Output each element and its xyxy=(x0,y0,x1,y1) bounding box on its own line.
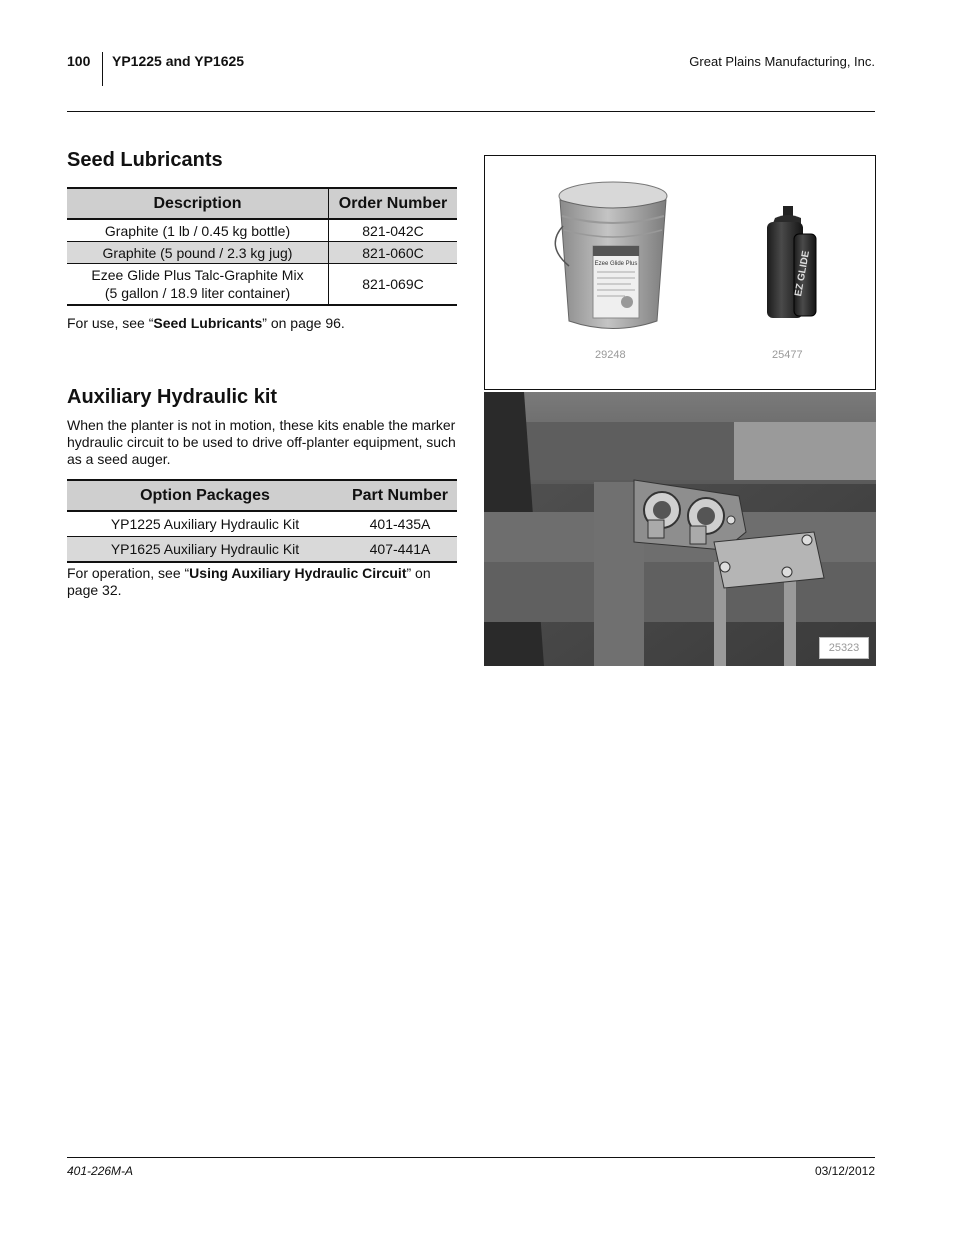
lubricant-bucket xyxy=(555,182,667,329)
figure-caption-29248: 29248 xyxy=(595,349,626,361)
decal-strip xyxy=(524,422,734,480)
bucket-label: Ezee Glide Plus xyxy=(594,261,638,267)
cell-order-number: 821-069C xyxy=(329,264,458,306)
footer-rule xyxy=(67,1157,875,1158)
section-title-seed-lubricants: Seed Lubricants xyxy=(67,149,223,171)
cross-reference-link[interactable]: Seed Lubricants xyxy=(153,315,263,331)
auxiliary-hydraulic-note xyxy=(67,565,457,599)
cell-order-number: 821-042C xyxy=(329,219,458,242)
header-company: Great Plains Manufacturing, Inc. xyxy=(689,54,875,69)
table-row xyxy=(67,537,457,563)
footer-document-number: 401-226M-A xyxy=(67,1164,134,1178)
auxiliary-hydraulic-intro: When the planter is not in motion, these kits enable the marker hydraulic circuit to be used to drive off-planter equipment, such as a seed auger. xyxy=(67,417,456,467)
footer-date: 03/12/2012 xyxy=(814,1164,875,1178)
cross-reference-link[interactable]: Using Auxiliary Hydraulic Circuit xyxy=(189,565,407,581)
lubricant-bottle xyxy=(767,206,816,318)
note-text: ” on page 32. xyxy=(67,565,431,598)
seed-lubricants-table xyxy=(67,187,457,306)
cell-part-number: 407-441A xyxy=(343,537,457,563)
table-row xyxy=(67,219,457,242)
figure-caption-25477: 25477 xyxy=(772,349,803,361)
cell-order-number: 821-060C xyxy=(329,242,458,264)
table-row xyxy=(67,511,457,537)
cell-description: Graphite (5 pound / 2.3 kg jug) xyxy=(67,242,329,264)
table-row xyxy=(67,264,457,306)
bottle-label: EZ GLIDE xyxy=(793,249,812,298)
note-text: ” on page 96. xyxy=(262,315,345,331)
cell-part-number: 401-435A xyxy=(343,511,457,537)
cell-description: Graphite (1 lb / 0.45 kg bottle) xyxy=(67,219,329,242)
cell-package: YP1225 Auxiliary Hydraulic Kit xyxy=(67,511,343,537)
lubricant-products-photo xyxy=(484,155,876,390)
cell-description-line: Ezee Glide Plus Talc-Graphite Mix xyxy=(91,267,304,283)
lubricant-products-illustration xyxy=(485,156,875,389)
header-title: YP1225 and YP1625 xyxy=(112,53,245,69)
column-header-part-number: Part Number xyxy=(343,480,457,511)
header-separator xyxy=(102,52,103,86)
page-number: 100 xyxy=(67,53,91,69)
cell-description xyxy=(67,264,329,306)
figure-caption-25323: 25323 xyxy=(819,637,869,659)
note-text: For use, see “ xyxy=(67,315,154,331)
note-text: For operation, see “ xyxy=(67,565,190,581)
auxiliary-hydraulic-illustration xyxy=(484,392,876,666)
auxiliary-hydraulic-table xyxy=(67,479,457,563)
column-header-option-packages: Option Packages xyxy=(67,480,343,511)
column-header-order-number: Order Number xyxy=(329,188,458,219)
section-title-auxiliary-hydraulic: Auxiliary Hydraulic kit xyxy=(67,386,278,408)
auxiliary-hydraulic-photo xyxy=(484,392,876,666)
column-header-description: Description xyxy=(67,188,329,219)
cell-package: YP1625 Auxiliary Hydraulic Kit xyxy=(67,537,343,563)
seed-lubricants-note xyxy=(67,315,457,332)
cell-description-line: (5 gallon / 18.9 liter container) xyxy=(104,285,291,301)
table-row xyxy=(67,242,457,264)
decal-light xyxy=(734,422,876,480)
header-rule xyxy=(67,111,875,112)
